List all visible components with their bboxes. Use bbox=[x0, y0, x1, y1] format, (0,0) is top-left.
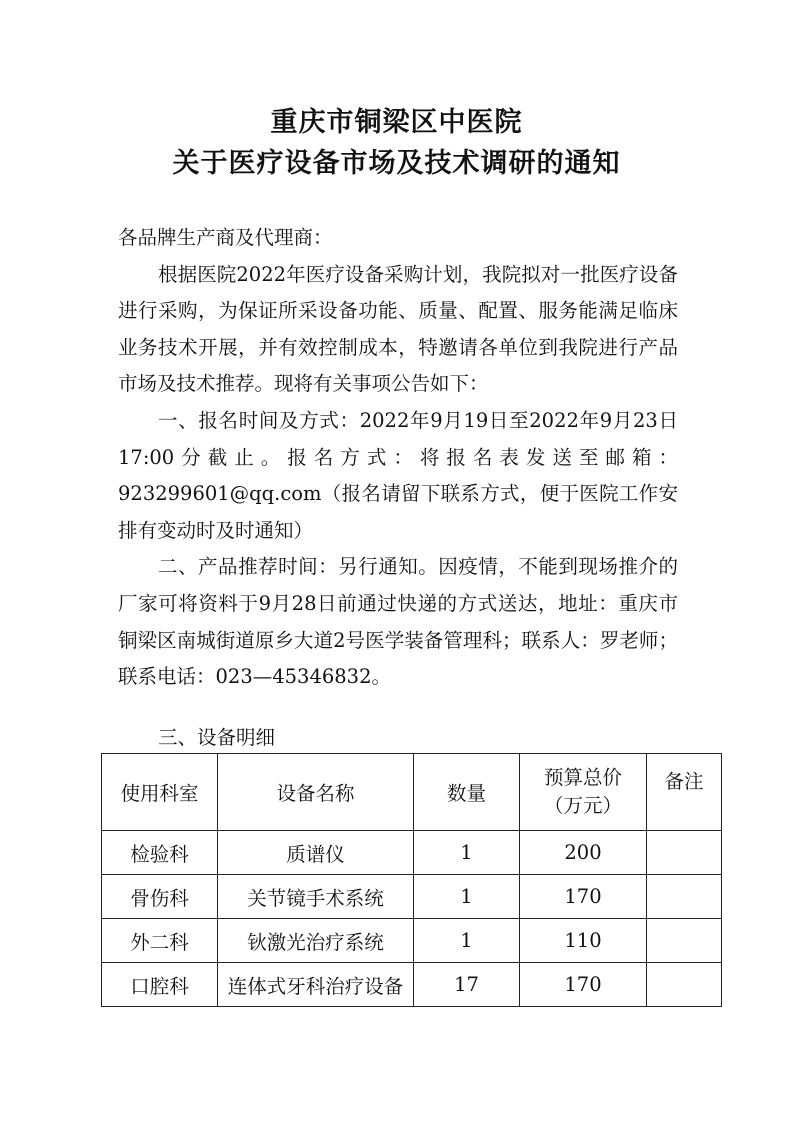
header-remark: 备注 bbox=[647, 754, 722, 831]
cell-qty: 1 bbox=[414, 875, 520, 919]
table-row bbox=[102, 963, 722, 1007]
doc-title-line2: 关于医疗设备市场及技术调研的通知 bbox=[172, 148, 621, 179]
cell-dept: 检验科 bbox=[102, 831, 218, 875]
header-budget-line2: （万元） bbox=[543, 794, 622, 817]
table-header-row bbox=[102, 754, 722, 831]
cell-remark bbox=[647, 919, 722, 963]
cell-budget: 170 bbox=[520, 963, 647, 1007]
doc-title-line1: 重庆市铜梁区中医院 bbox=[270, 107, 523, 138]
section-presentation: 二、产品推荐时间：另行通知。因疫情，不能到现场推介的厂家可将资料于9月28日前通过快递的方式送达，地址：重庆市铜梁区南城街道原乡大道2号医学装备管理科；联系人：罗老师；联系电话：023—45346832。 bbox=[118, 555, 678, 689]
equipment-table bbox=[101, 753, 722, 1007]
table-row bbox=[102, 919, 722, 963]
cell-remark bbox=[647, 831, 722, 875]
cell-name: 钬激光治疗系统 bbox=[218, 919, 414, 963]
header-qty: 数量 bbox=[414, 754, 520, 831]
doc-body bbox=[118, 220, 678, 696]
cell-remark bbox=[647, 875, 722, 919]
cell-budget: 170 bbox=[520, 875, 647, 919]
header-dept: 使用科室 bbox=[102, 754, 218, 831]
section-registration: 一、报名时间及方式：2022年9月19日至2022年9月23日17:00分截止。报名方式：将报名表发送至邮箱：923299601@qq.com（报名请留下联系方式，便于医院工作安排有变动时及时通知） bbox=[118, 408, 678, 542]
paragraph-intro: 根据医院2022年医疗设备采购计划，我院拟对一批医疗设备进行采购，为保证所采设备功能、质量、配置、服务能满足临床业务技术开展，并有效控制成本，特邀请各单位到我院进行产品市场及技术推荐。现将有关事项公告如下： bbox=[118, 262, 678, 396]
cell-qty: 1 bbox=[414, 919, 520, 963]
header-name: 设备名称 bbox=[218, 754, 414, 831]
cell-remark bbox=[647, 963, 722, 1007]
cell-dept: 外二科 bbox=[102, 919, 218, 963]
table-row bbox=[102, 875, 722, 919]
cell-name: 质谱仪 bbox=[218, 831, 414, 875]
table-row bbox=[102, 831, 722, 875]
cell-budget: 200 bbox=[520, 831, 647, 875]
cell-qty: 17 bbox=[414, 963, 520, 1007]
cell-budget: 110 bbox=[520, 919, 647, 963]
salutation: 各品牌生产商及代理商： bbox=[118, 226, 333, 249]
cell-qty: 1 bbox=[414, 831, 520, 875]
cell-dept: 骨伤科 bbox=[102, 875, 218, 919]
cell-name: 关节镜手术系统 bbox=[218, 875, 414, 919]
cell-dept: 口腔科 bbox=[102, 963, 218, 1007]
header-budget-line1: 预算总价 bbox=[543, 766, 622, 789]
cell-name: 连体式牙科治疗设备 bbox=[218, 963, 414, 1007]
section-equipment-heading: 三、设备明细 bbox=[158, 726, 276, 749]
header-budget bbox=[520, 754, 647, 831]
